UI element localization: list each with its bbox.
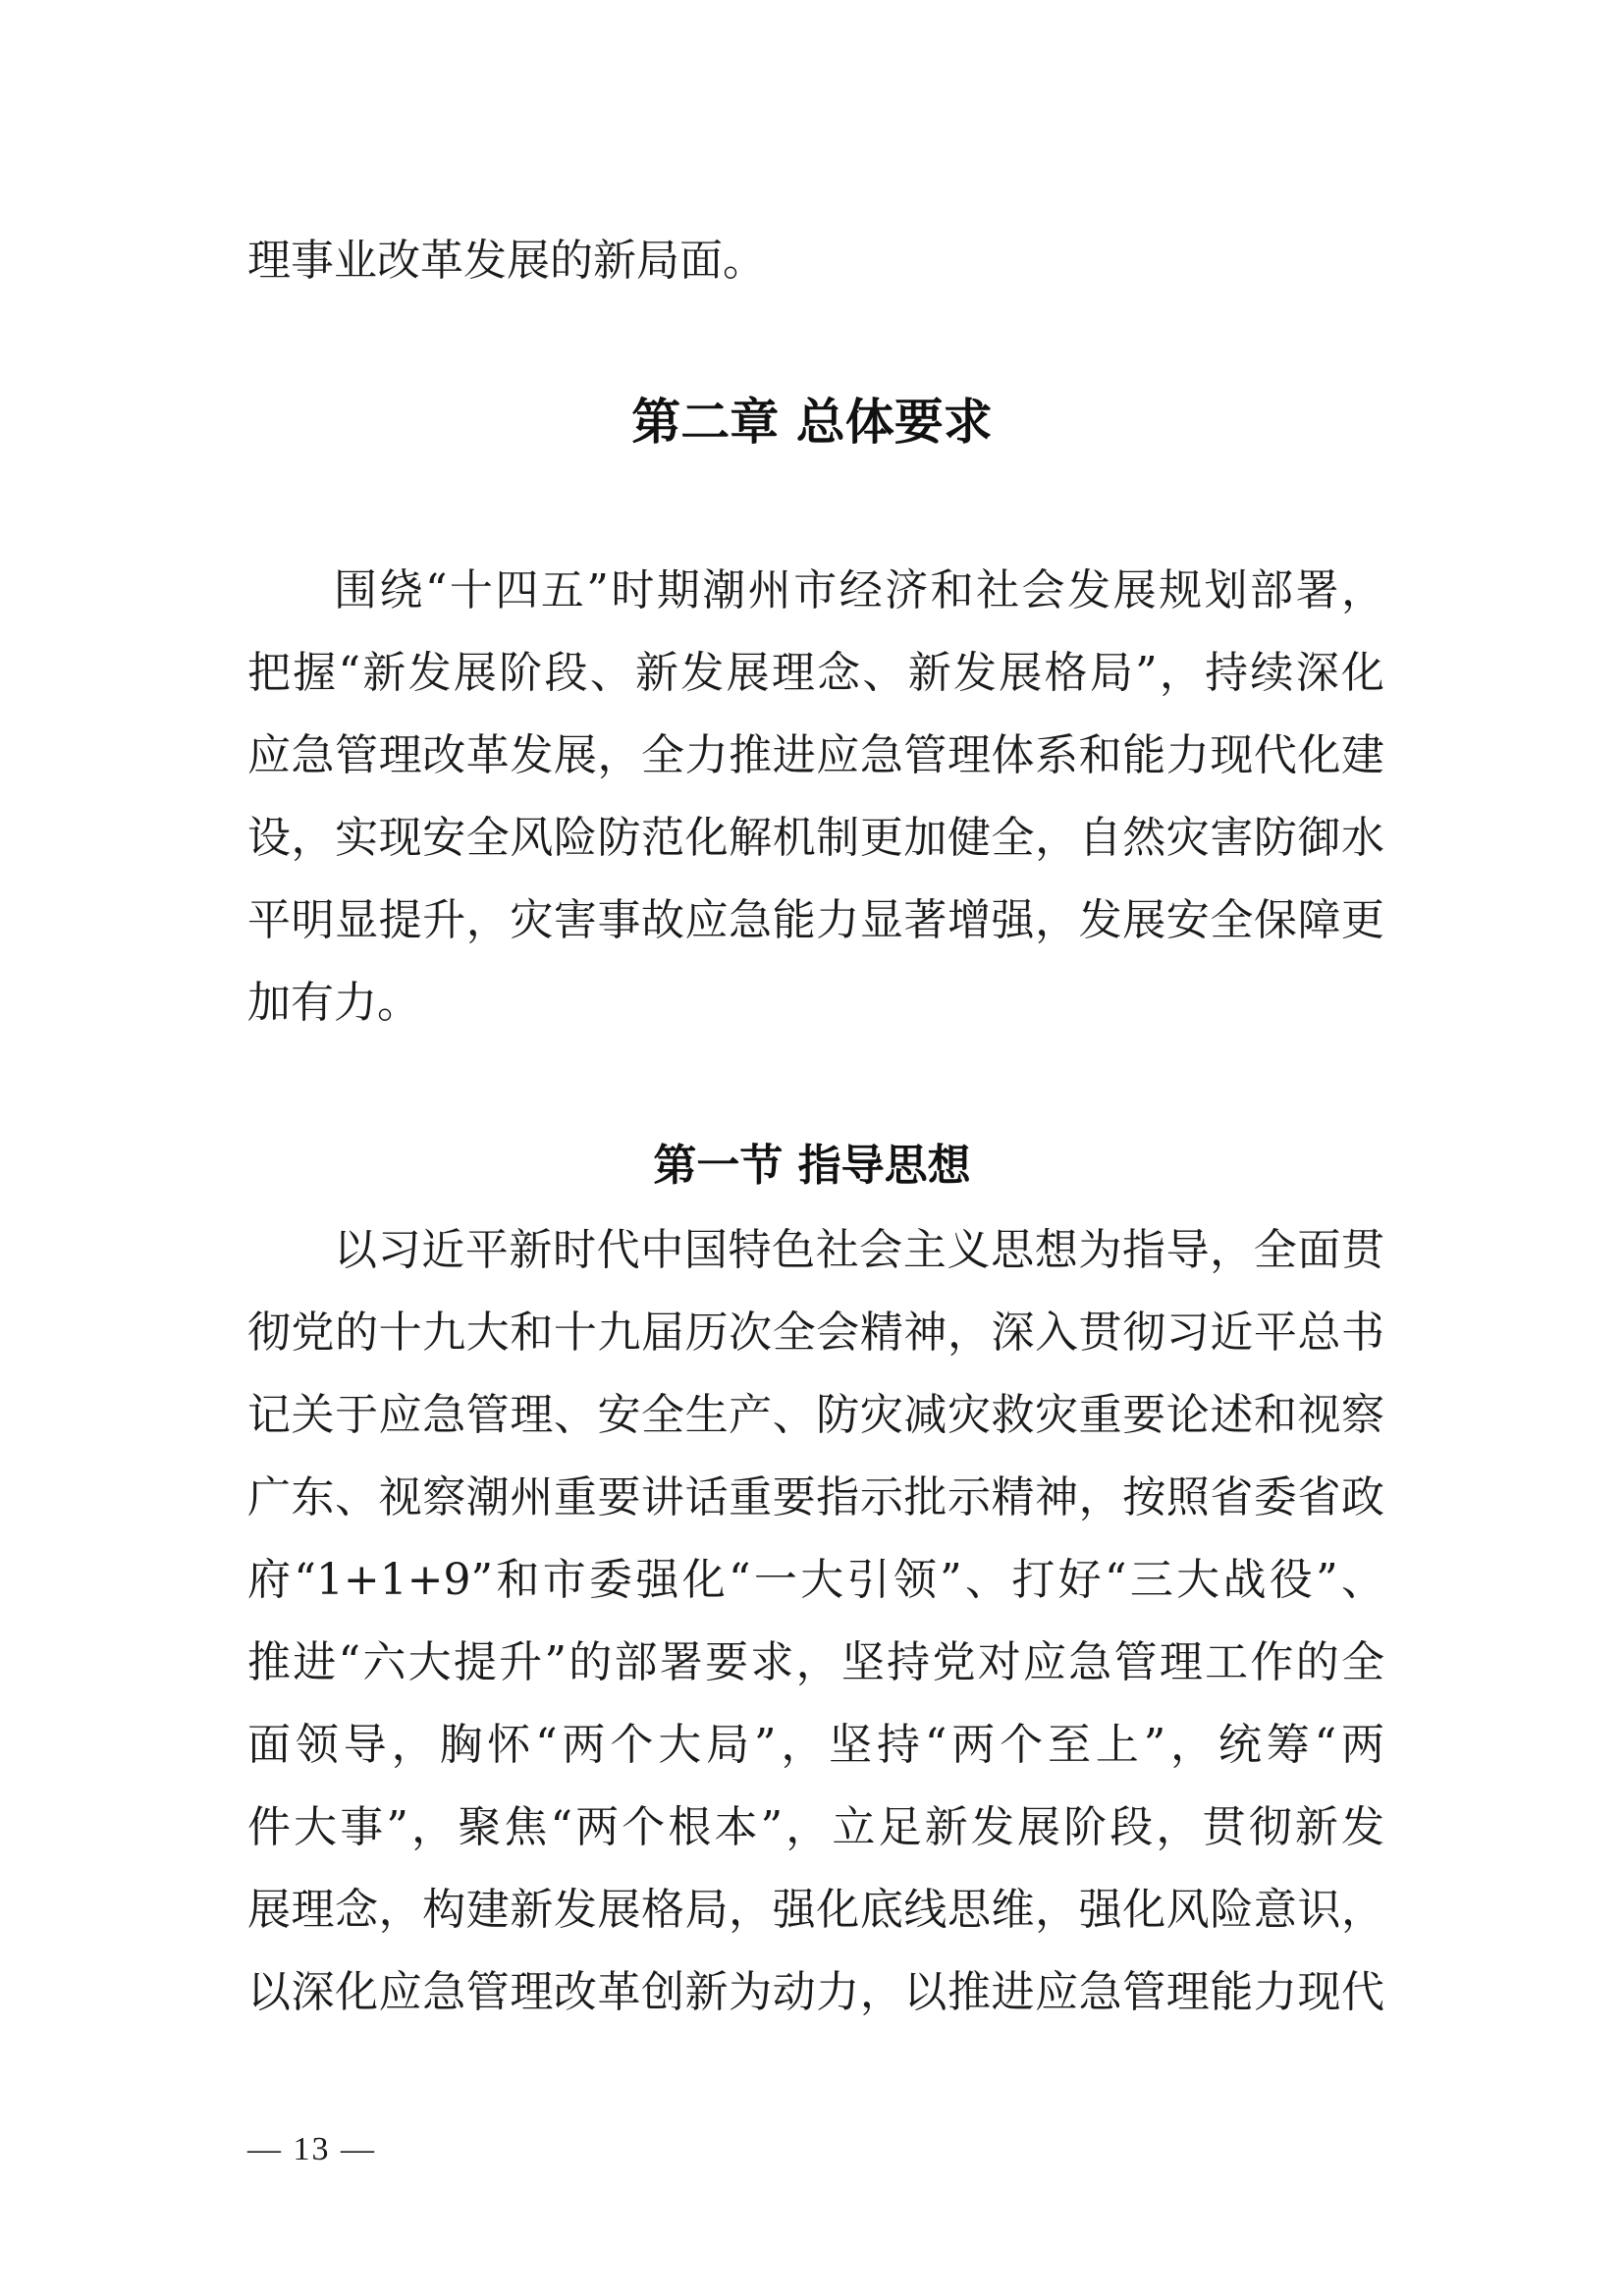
paragraph-line: 记关于应急管理、安全生产、防灾减灾救灾重要论述和视察 [247, 1390, 1384, 1440]
paragraph-line: 应急管理改革发展，全力推进应急管理体系和能力现代化建 [247, 730, 1384, 780]
paragraph-line: 设，实现安全风险防范化解机制更加健全，自然灾害防御水 [247, 813, 1384, 863]
section-title: 第一节 指导思想 [653, 1141, 971, 1191]
paragraph-line: 展理念，构建新发展格局，强化底线思维，强化风险意识， [247, 1885, 1384, 1935]
carry-over-line: 理事业改革发展的新局面。 [247, 236, 766, 286]
paragraph-line: 推进“六大提升”的部署要求，坚持党对应急管理工作的全 [247, 1637, 1384, 1687]
paragraph-line: 加有力。 [247, 978, 420, 1028]
paragraph-line: 府“1+1+9”和市委强化“一大引领”、打好“三大战役”、 [247, 1555, 1384, 1605]
chapter-title: 第二章 总体要求 [631, 394, 993, 451]
paragraph-line: 平明显提升，灾害事故应急能力显著增强，发展安全保障更 [247, 895, 1384, 945]
paragraph-line: 件大事”，聚焦“两个根本”，立足新发展阶段，贯彻新发 [247, 1802, 1384, 1852]
paragraph-line: 围绕“十四五”时期潮州市经济和社会发展规划部署， [334, 565, 1384, 615]
paragraph-line: 以深化应急管理改革创新为动力，以推进应急管理能力现代 [247, 1967, 1384, 2017]
paragraph-line: 彻党的十九大和十九届历次全会精神，深入贯彻习近平总书 [247, 1308, 1384, 1358]
page-number: — 13 — [247, 2131, 376, 2167]
paragraph-line: 把握“新发展阶段、新发展理念、新发展格局”，持续深化 [247, 648, 1384, 698]
paragraph-line: 广东、视察潮州重要讲话重要指示批示精神，按照省委省政 [247, 1472, 1384, 1522]
paragraph-line: 面领导，胸怀“两个大局”，坚持“两个至上”，统筹“两 [247, 1720, 1384, 1770]
paragraph-line: 以习近平新时代中国特色社会主义思想为指导，全面贯 [334, 1225, 1384, 1275]
